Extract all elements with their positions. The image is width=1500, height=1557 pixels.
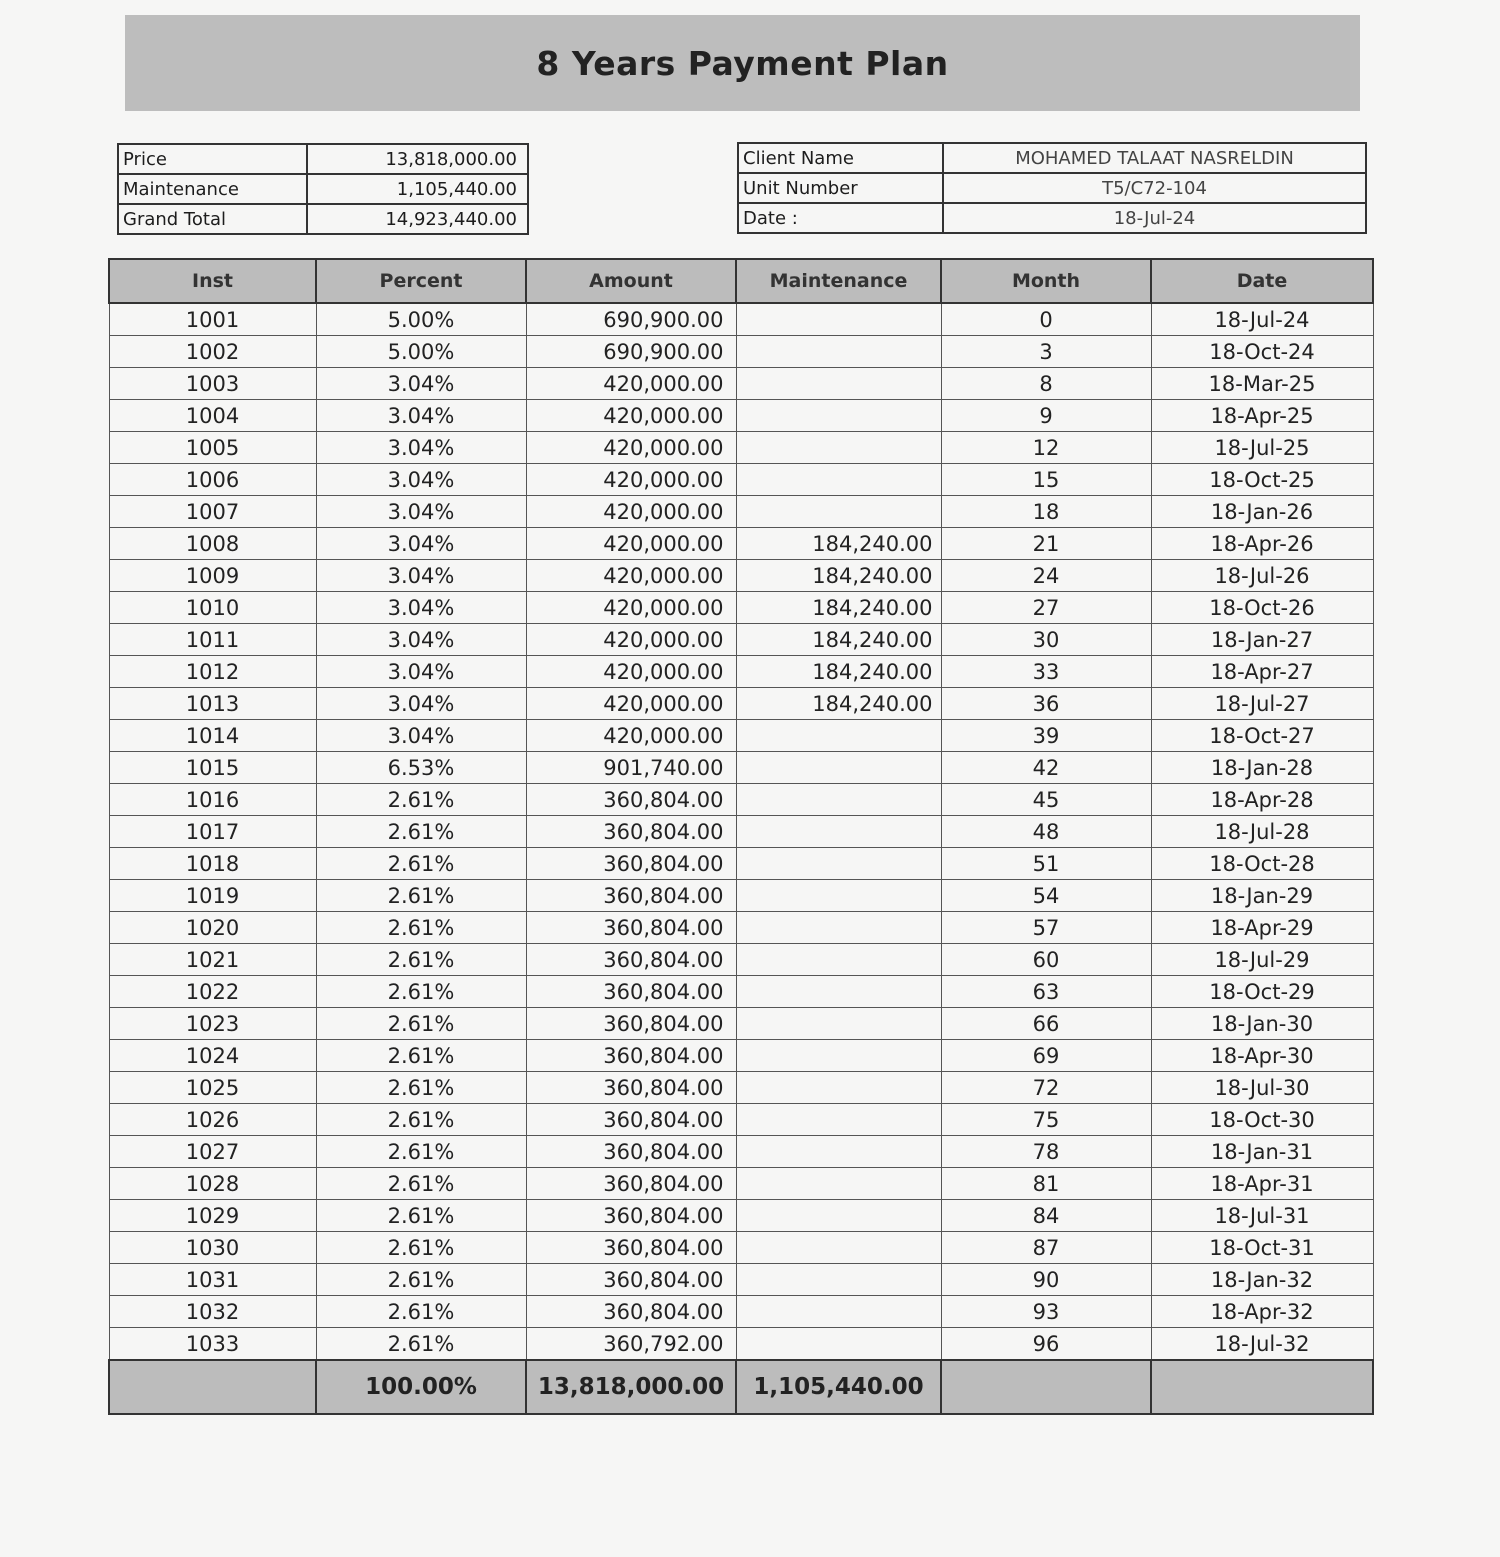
cell-month: 90 — [941, 1264, 1151, 1296]
cell-month: 57 — [941, 912, 1151, 944]
cell-percent: 3.04% — [316, 432, 526, 464]
cell-percent: 3.04% — [316, 688, 526, 720]
cell-percent: 2.61% — [316, 816, 526, 848]
cell-month: 96 — [941, 1328, 1151, 1361]
column-header-month: Month — [941, 259, 1151, 303]
cell-maintenance: 184,240.00 — [736, 688, 941, 720]
price-value: 13,818,000.00 — [307, 144, 528, 174]
cell-month: 45 — [941, 784, 1151, 816]
cell-percent: 2.61% — [316, 1104, 526, 1136]
cell-month: 87 — [941, 1232, 1151, 1264]
cell-maintenance — [736, 944, 941, 976]
grand-total-value: 14,923,440.00 — [307, 204, 528, 234]
cell-percent: 2.61% — [316, 1168, 526, 1200]
table-row — [109, 1008, 1373, 1040]
cell-amount: 420,000.00 — [526, 432, 736, 464]
cell-inst: 1027 — [109, 1136, 316, 1168]
cell-inst: 1013 — [109, 688, 316, 720]
cell-amount: 360,804.00 — [526, 1264, 736, 1296]
cell-percent: 2.61% — [316, 1328, 526, 1361]
table-row — [109, 784, 1373, 816]
installment-table — [108, 258, 1374, 1415]
cell-maintenance: 184,240.00 — [736, 560, 941, 592]
cell-date: 18-Jan-32 — [1151, 1264, 1373, 1296]
table-row — [109, 368, 1373, 400]
column-header-date: Date — [1151, 259, 1373, 303]
cell-date: 18-Apr-25 — [1151, 400, 1373, 432]
total-percent: 100.00% — [316, 1360, 526, 1414]
cell-month: 63 — [941, 976, 1151, 1008]
price-summary-table — [117, 143, 529, 235]
cell-maintenance — [736, 464, 941, 496]
cell-month: 54 — [941, 880, 1151, 912]
table-row — [109, 912, 1373, 944]
table-row — [109, 1328, 1373, 1361]
cell-maintenance: 184,240.00 — [736, 592, 941, 624]
table-row — [109, 1040, 1373, 1072]
cell-inst: 1033 — [109, 1328, 316, 1361]
cell-date: 18-Apr-28 — [1151, 784, 1373, 816]
table-row — [109, 1136, 1373, 1168]
cell-inst: 1025 — [109, 1072, 316, 1104]
cell-inst: 1002 — [109, 336, 316, 368]
cell-month: 21 — [941, 528, 1151, 560]
cell-amount: 420,000.00 — [526, 688, 736, 720]
cell-amount: 420,000.00 — [526, 496, 736, 528]
table-row — [109, 688, 1373, 720]
cell-maintenance — [736, 976, 941, 1008]
grand-total-label: Grand Total — [118, 204, 307, 234]
cell-maintenance — [736, 848, 941, 880]
total-maintenance: 1,105,440.00 — [736, 1360, 941, 1414]
cell-inst: 1024 — [109, 1040, 316, 1072]
cell-amount: 690,900.00 — [526, 303, 736, 336]
cell-month: 8 — [941, 368, 1151, 400]
cell-percent: 3.04% — [316, 464, 526, 496]
cell-maintenance — [736, 1136, 941, 1168]
cell-percent: 3.04% — [316, 624, 526, 656]
cell-percent: 3.04% — [316, 560, 526, 592]
cell-date: 18-Apr-29 — [1151, 912, 1373, 944]
cell-month: 15 — [941, 464, 1151, 496]
cell-month: 0 — [941, 303, 1151, 336]
cell-month: 3 — [941, 336, 1151, 368]
cell-amount: 360,804.00 — [526, 784, 736, 816]
cell-date: 18-Oct-31 — [1151, 1232, 1373, 1264]
date-value: 18-Jul-24 — [943, 203, 1366, 233]
table-row — [109, 400, 1373, 432]
cell-amount: 360,804.00 — [526, 944, 736, 976]
cell-inst: 1019 — [109, 880, 316, 912]
cell-inst: 1009 — [109, 560, 316, 592]
cell-date: 18-Jan-29 — [1151, 880, 1373, 912]
cell-month: 48 — [941, 816, 1151, 848]
column-header-maintenance: Maintenance — [736, 259, 941, 303]
table-body — [109, 303, 1373, 1360]
cell-month: 9 — [941, 400, 1151, 432]
cell-amount: 360,804.00 — [526, 1136, 736, 1168]
cell-date: 18-Oct-25 — [1151, 464, 1373, 496]
cell-amount: 360,804.00 — [526, 976, 736, 1008]
table-row — [109, 752, 1373, 784]
column-header-percent: Percent — [316, 259, 526, 303]
unit-number-row — [738, 173, 1366, 203]
cell-inst: 1023 — [109, 1008, 316, 1040]
cell-inst: 1005 — [109, 432, 316, 464]
table-row — [109, 1264, 1373, 1296]
cell-month: 36 — [941, 688, 1151, 720]
cell-percent: 2.61% — [316, 1072, 526, 1104]
cell-amount: 360,804.00 — [526, 1168, 736, 1200]
cell-percent: 3.04% — [316, 592, 526, 624]
table-row — [109, 303, 1373, 336]
cell-inst: 1026 — [109, 1104, 316, 1136]
cell-amount: 360,804.00 — [526, 1008, 736, 1040]
cell-month: 33 — [941, 656, 1151, 688]
cell-maintenance — [736, 1008, 941, 1040]
cell-inst: 1029 — [109, 1200, 316, 1232]
cell-date: 18-Jul-25 — [1151, 432, 1373, 464]
cell-percent: 2.61% — [316, 912, 526, 944]
cell-maintenance — [736, 368, 941, 400]
cell-amount: 360,804.00 — [526, 816, 736, 848]
date-label: Date : — [738, 203, 943, 233]
table-row — [109, 432, 1373, 464]
total-inst — [109, 1360, 316, 1414]
column-header-amount: Amount — [526, 259, 736, 303]
cell-month: 27 — [941, 592, 1151, 624]
cell-maintenance — [736, 784, 941, 816]
cell-amount: 420,000.00 — [526, 528, 736, 560]
cell-inst: 1020 — [109, 912, 316, 944]
client-name-label: Client Name — [738, 143, 943, 173]
cell-percent: 3.04% — [316, 400, 526, 432]
cell-inst: 1028 — [109, 1168, 316, 1200]
unit-number-value: T5/C72-104 — [943, 173, 1366, 203]
table-header-row — [109, 259, 1373, 303]
cell-amount: 360,804.00 — [526, 1040, 736, 1072]
table-row — [109, 816, 1373, 848]
cell-maintenance — [736, 720, 941, 752]
cell-month: 42 — [941, 752, 1151, 784]
cell-date: 18-Apr-32 — [1151, 1296, 1373, 1328]
cell-month: 78 — [941, 1136, 1151, 1168]
cell-date: 18-Oct-26 — [1151, 592, 1373, 624]
cell-inst: 1010 — [109, 592, 316, 624]
cell-amount: 420,000.00 — [526, 368, 736, 400]
table-row — [109, 336, 1373, 368]
cell-inst: 1006 — [109, 464, 316, 496]
cell-inst: 1007 — [109, 496, 316, 528]
cell-maintenance — [736, 1168, 941, 1200]
cell-amount: 420,000.00 — [526, 656, 736, 688]
cell-maintenance — [736, 303, 941, 336]
cell-maintenance: 184,240.00 — [736, 528, 941, 560]
cell-percent: 3.04% — [316, 528, 526, 560]
cell-month: 30 — [941, 624, 1151, 656]
cell-inst: 1032 — [109, 1296, 316, 1328]
cell-amount: 360,804.00 — [526, 1296, 736, 1328]
table-row — [109, 496, 1373, 528]
maintenance-value: 1,105,440.00 — [307, 174, 528, 204]
cell-percent: 3.04% — [316, 496, 526, 528]
total-amount: 13,818,000.00 — [526, 1360, 736, 1414]
cell-percent: 3.04% — [316, 720, 526, 752]
cell-maintenance — [736, 1328, 941, 1361]
cell-maintenance — [736, 752, 941, 784]
table-row — [109, 976, 1373, 1008]
table-row — [109, 1200, 1373, 1232]
cell-date: 18-Apr-26 — [1151, 528, 1373, 560]
cell-inst: 1030 — [109, 1232, 316, 1264]
cell-maintenance: 184,240.00 — [736, 656, 941, 688]
cell-maintenance — [736, 400, 941, 432]
column-header-inst: Inst — [109, 259, 316, 303]
maintenance-label: Maintenance — [118, 174, 307, 204]
cell-date: 18-Jul-26 — [1151, 560, 1373, 592]
cell-maintenance — [736, 1104, 941, 1136]
cell-amount: 420,000.00 — [526, 624, 736, 656]
cell-percent: 2.61% — [316, 848, 526, 880]
price-label: Price — [118, 144, 307, 174]
cell-date: 18-Oct-28 — [1151, 848, 1373, 880]
cell-maintenance — [736, 912, 941, 944]
cell-date: 18-Apr-31 — [1151, 1168, 1373, 1200]
cell-maintenance — [736, 1264, 941, 1296]
grand-total-row — [118, 204, 528, 234]
cell-date: 18-Oct-30 — [1151, 1104, 1373, 1136]
cell-maintenance — [736, 1232, 941, 1264]
cell-amount: 360,804.00 — [526, 848, 736, 880]
cell-percent: 3.04% — [316, 368, 526, 400]
maintenance-row — [118, 174, 528, 204]
cell-maintenance: 184,240.00 — [736, 624, 941, 656]
cell-date: 18-Oct-24 — [1151, 336, 1373, 368]
cell-amount: 360,792.00 — [526, 1328, 736, 1361]
table-row — [109, 1232, 1373, 1264]
cell-date: 18-Apr-27 — [1151, 656, 1373, 688]
cell-amount: 420,000.00 — [526, 720, 736, 752]
table-row — [109, 528, 1373, 560]
cell-percent: 5.00% — [316, 303, 526, 336]
cell-percent: 2.61% — [316, 880, 526, 912]
cell-inst: 1012 — [109, 656, 316, 688]
table-row — [109, 880, 1373, 912]
cell-date: 18-Jul-30 — [1151, 1072, 1373, 1104]
cell-percent: 6.53% — [316, 752, 526, 784]
cell-maintenance — [736, 336, 941, 368]
cell-inst: 1016 — [109, 784, 316, 816]
cell-inst: 1011 — [109, 624, 316, 656]
cell-inst: 1015 — [109, 752, 316, 784]
cell-month: 39 — [941, 720, 1151, 752]
title-banner — [125, 15, 1360, 111]
cell-inst: 1004 — [109, 400, 316, 432]
cell-maintenance — [736, 1200, 941, 1232]
page-title: 8 Years Payment Plan — [536, 43, 949, 83]
table-row — [109, 720, 1373, 752]
cell-percent: 2.61% — [316, 784, 526, 816]
cell-date: 18-Jan-30 — [1151, 1008, 1373, 1040]
cell-inst: 1008 — [109, 528, 316, 560]
cell-date: 18-Apr-30 — [1151, 1040, 1373, 1072]
table-row — [109, 1168, 1373, 1200]
client-info-table — [737, 142, 1367, 234]
cell-date: 18-Jan-27 — [1151, 624, 1373, 656]
cell-month: 72 — [941, 1072, 1151, 1104]
client-name-row — [738, 143, 1366, 173]
cell-percent: 2.61% — [316, 1264, 526, 1296]
cell-date: 18-Jul-31 — [1151, 1200, 1373, 1232]
cell-maintenance — [736, 432, 941, 464]
cell-inst: 1017 — [109, 816, 316, 848]
total-date — [1151, 1360, 1373, 1414]
cell-month: 69 — [941, 1040, 1151, 1072]
cell-amount: 901,740.00 — [526, 752, 736, 784]
cell-date: 18-Jan-28 — [1151, 752, 1373, 784]
client-name-value: MOHAMED TALAAT NASRELDIN — [943, 143, 1366, 173]
cell-date: 18-Mar-25 — [1151, 368, 1373, 400]
cell-month: 93 — [941, 1296, 1151, 1328]
table-totals-row — [109, 1360, 1373, 1414]
price-row — [118, 144, 528, 174]
unit-number-label: Unit Number — [738, 173, 943, 203]
cell-inst: 1021 — [109, 944, 316, 976]
cell-amount: 360,804.00 — [526, 880, 736, 912]
cell-percent: 3.04% — [316, 656, 526, 688]
cell-inst: 1022 — [109, 976, 316, 1008]
table-row — [109, 592, 1373, 624]
cell-percent: 2.61% — [316, 1008, 526, 1040]
cell-month: 18 — [941, 496, 1151, 528]
cell-date: 18-Jul-32 — [1151, 1328, 1373, 1361]
cell-date: 18-Jul-28 — [1151, 816, 1373, 848]
cell-inst: 1031 — [109, 1264, 316, 1296]
cell-amount: 360,804.00 — [526, 1072, 736, 1104]
cell-date: 18-Jul-24 — [1151, 303, 1373, 336]
cell-amount: 360,804.00 — [526, 912, 736, 944]
cell-date: 18-Jul-27 — [1151, 688, 1373, 720]
cell-percent: 2.61% — [316, 1232, 526, 1264]
table-row — [109, 1072, 1373, 1104]
cell-percent: 2.61% — [316, 1296, 526, 1328]
table-row — [109, 1296, 1373, 1328]
cell-percent: 2.61% — [316, 1200, 526, 1232]
cell-month: 60 — [941, 944, 1151, 976]
cell-date: 18-Jan-31 — [1151, 1136, 1373, 1168]
cell-maintenance — [736, 1040, 941, 1072]
cell-month: 75 — [941, 1104, 1151, 1136]
cell-amount: 420,000.00 — [526, 400, 736, 432]
table-row — [109, 464, 1373, 496]
cell-inst: 1003 — [109, 368, 316, 400]
cell-percent: 2.61% — [316, 1040, 526, 1072]
cell-maintenance — [736, 880, 941, 912]
cell-amount: 360,804.00 — [526, 1200, 736, 1232]
table-row — [109, 560, 1373, 592]
date-row — [738, 203, 1366, 233]
cell-amount: 360,804.00 — [526, 1232, 736, 1264]
cell-month: 81 — [941, 1168, 1151, 1200]
cell-percent: 2.61% — [316, 944, 526, 976]
cell-amount: 420,000.00 — [526, 592, 736, 624]
cell-percent: 5.00% — [316, 336, 526, 368]
cell-percent: 2.61% — [316, 976, 526, 1008]
cell-amount: 360,804.00 — [526, 1104, 736, 1136]
cell-month: 24 — [941, 560, 1151, 592]
cell-maintenance — [736, 1072, 941, 1104]
cell-inst: 1014 — [109, 720, 316, 752]
cell-inst: 1001 — [109, 303, 316, 336]
cell-month: 84 — [941, 1200, 1151, 1232]
total-month — [941, 1360, 1151, 1414]
cell-maintenance — [736, 816, 941, 848]
cell-month: 51 — [941, 848, 1151, 880]
cell-date: 18-Jan-26 — [1151, 496, 1373, 528]
cell-percent: 2.61% — [316, 1136, 526, 1168]
cell-amount: 420,000.00 — [526, 464, 736, 496]
cell-amount: 690,900.00 — [526, 336, 736, 368]
cell-date: 18-Oct-29 — [1151, 976, 1373, 1008]
cell-inst: 1018 — [109, 848, 316, 880]
cell-month: 12 — [941, 432, 1151, 464]
cell-month: 66 — [941, 1008, 1151, 1040]
cell-amount: 420,000.00 — [526, 560, 736, 592]
cell-date: 18-Oct-27 — [1151, 720, 1373, 752]
table-row — [109, 848, 1373, 880]
cell-maintenance — [736, 496, 941, 528]
cell-date: 18-Jul-29 — [1151, 944, 1373, 976]
table-row — [109, 624, 1373, 656]
table-row — [109, 656, 1373, 688]
table-row — [109, 1104, 1373, 1136]
cell-maintenance — [736, 1296, 941, 1328]
table-row — [109, 944, 1373, 976]
